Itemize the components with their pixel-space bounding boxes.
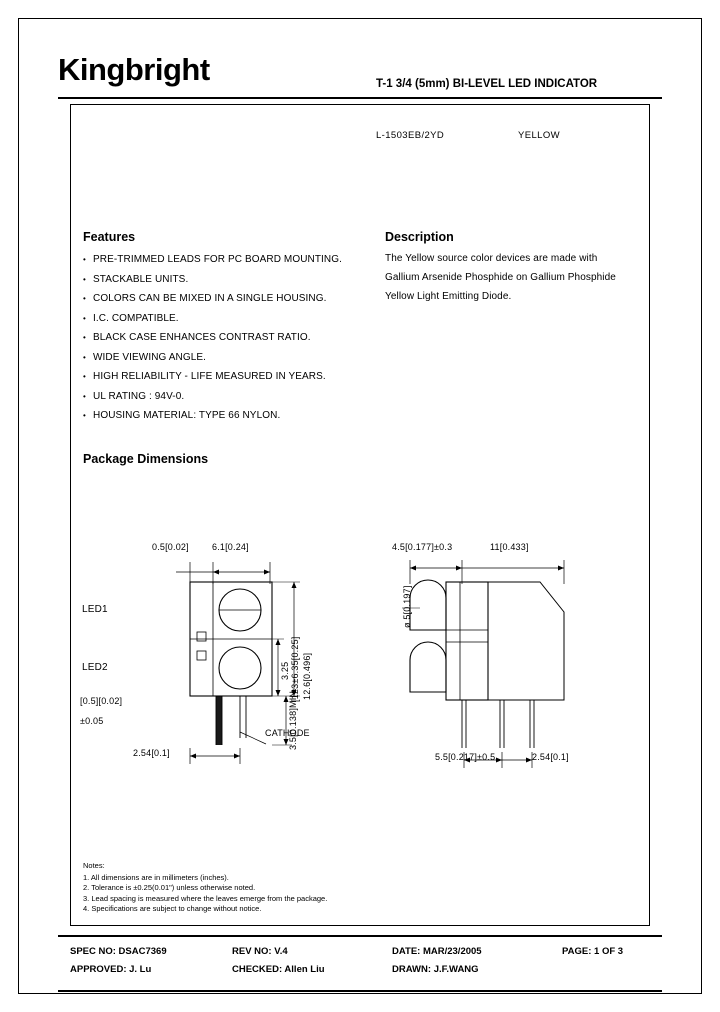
footer-page: PAGE: 1 OF 3: [562, 946, 624, 957]
label-cathode: CATHODE: [265, 728, 310, 738]
footer-approved: APPROVED: J. Lu: [70, 964, 152, 975]
description-text: The Yellow source color devices are made with Gallium Arsenide Phosphide on Gallium Phosphide Yellow Light Emitting Diode.: [385, 253, 616, 302]
dim-top-left-2: 6.1[0.24]: [212, 542, 249, 552]
page-title: T-1 3/4 (5mm) BI-LEVEL LED INDICATOR: [376, 78, 598, 90]
content-frame: [70, 104, 650, 926]
footer-spec-no: SPEC NO: DSAC7369: [70, 946, 167, 957]
dim-right-bottom-1: 5.5[0.217]±0.5: [435, 752, 496, 762]
list-item: • WIDE VIEWING ANGLE.: [83, 348, 373, 368]
features-heading: Features: [83, 230, 136, 244]
package-dimensions-heading: Package Dimensions: [83, 452, 209, 466]
part-number: L-1503EB/2YD: [376, 130, 445, 141]
note-item: 4. Specifications are subject to change without notice.: [83, 904, 262, 913]
list-item: • STACKABLE UNITS.: [83, 270, 373, 290]
footer-divider-bottom: [58, 990, 662, 992]
label-led2: LED2: [82, 662, 108, 673]
dim-right-top-2: 11[0.433]: [490, 542, 529, 552]
list-item: • HIGH RELIABILITY - LIFE MEASURED IN YEARS.: [83, 367, 373, 387]
company-logo: Kingbright: [58, 52, 210, 87]
part-color: YELLOW: [518, 130, 560, 141]
side-view-drawing: [380, 520, 640, 800]
list-item: • BLACK CASE ENHANCES CONTRAST RATIO.: [83, 328, 373, 348]
list-item: • PRE-TRIMMED LEADS FOR PC BOARD MOUNTING.: [83, 250, 373, 270]
dim-vert-1: 3.25: [280, 661, 290, 680]
footer-date: DATE: MAR/23/2005: [392, 946, 482, 957]
dim-bottom-pitch: 2.54[0.1]: [133, 748, 170, 758]
header-divider: [58, 97, 662, 99]
notes-heading: Notes:: [83, 861, 105, 870]
label-led1: LED1: [82, 604, 108, 615]
note-item: 2. Tolerance is ±0.25(0.01") unless otherwise noted.: [83, 883, 256, 892]
dim-vert-2: [123±6.35[0.25]: [290, 636, 300, 702]
dim-right-diameter: ø 5[0.197]: [402, 585, 412, 628]
footer-checked: CHECKED: Allen Liu: [232, 964, 325, 975]
dim-vert-4: 3.5[0.138]MIN.: [288, 688, 298, 750]
dim-right-bottom-2: 2.54[0.1]: [532, 752, 569, 762]
list-item: • HOUSING MATERIAL: TYPE 66 NYLON.: [83, 406, 373, 426]
footer-drawn: DRAWN: J.F.WANG: [392, 964, 479, 975]
list-item: • COLORS CAN BE MIXED IN A SINGLE HOUSING.: [83, 289, 373, 309]
note-item: 3. Lead spacing is measured where the leaves emerge from the package.: [83, 893, 328, 903]
description-heading: Description: [385, 230, 454, 244]
list-item: • I.C. COMPATIBLE.: [83, 309, 373, 329]
list-item: • UL RATING : 94V-0.: [83, 387, 373, 407]
dim-right-top-1: 4.5[0.177]±0.3: [392, 542, 453, 552]
dim-left-small-1: [0.5][0.02]: [80, 696, 123, 706]
features-list: [83, 250, 373, 426]
front-view-drawing: [80, 520, 360, 800]
note-item: 1. All dimensions are in millimeters (inches).: [83, 872, 229, 882]
package-drawing: [80, 520, 640, 800]
footer-rev-no: REV NO: V.4: [232, 946, 288, 957]
dim-left-small-2: ±0.05: [80, 716, 104, 726]
dim-top-left-1: 0.5[0.02]: [152, 542, 189, 552]
notes-block: [83, 861, 483, 915]
footer-divider-top: [58, 935, 662, 937]
dim-vert-3: 12.6[0.496]: [302, 652, 312, 700]
